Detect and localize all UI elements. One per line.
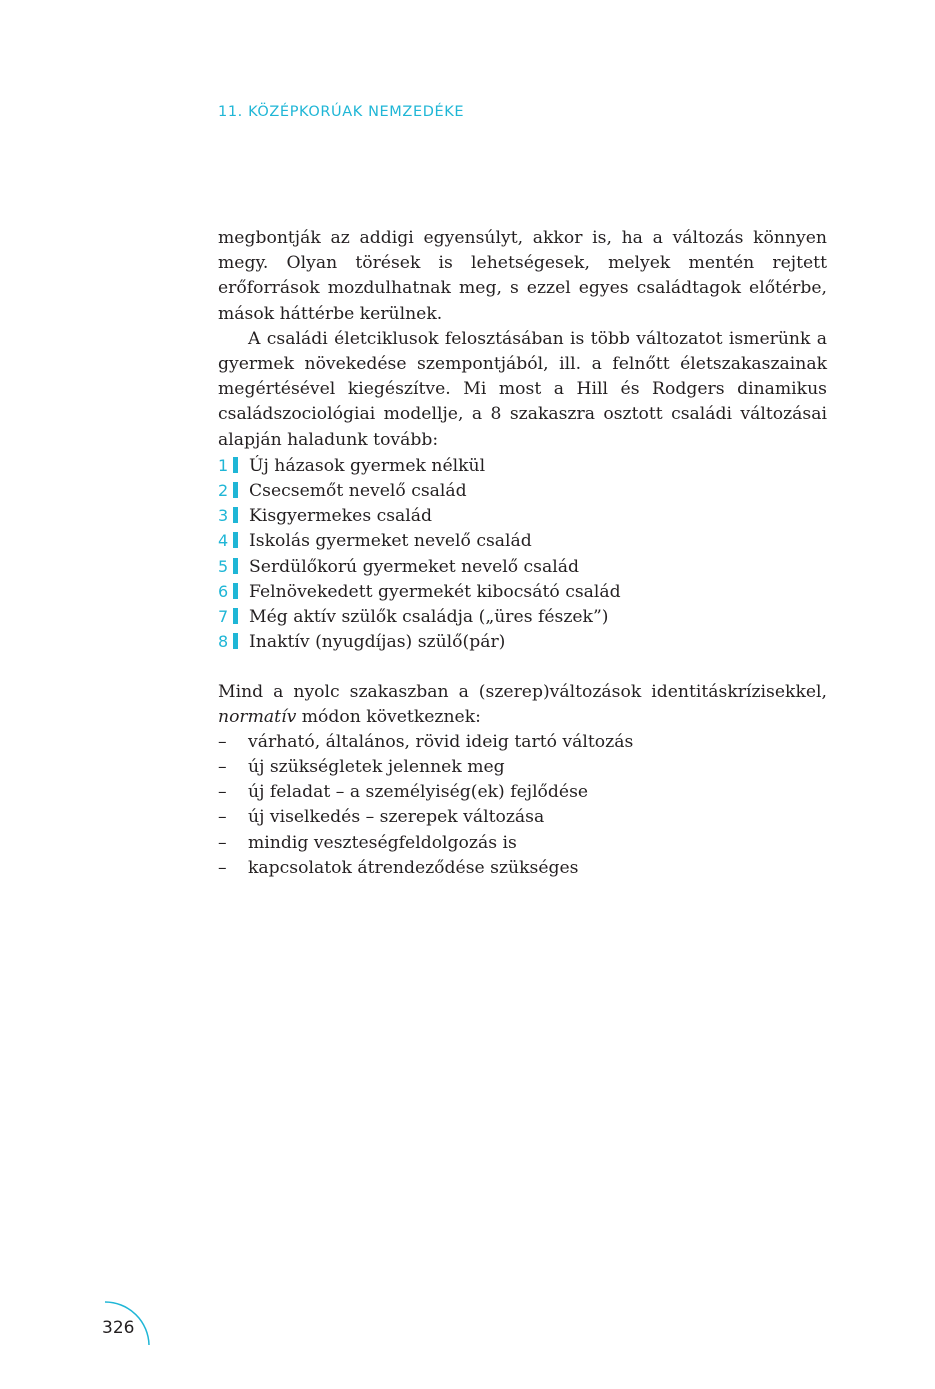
stage-number: 8 xyxy=(218,632,229,652)
stage-number: 1 xyxy=(218,455,229,475)
stage-label: Új házasok gyermek nélkül xyxy=(249,455,486,476)
stage-number: 7 xyxy=(218,606,229,626)
change-characteristics-list xyxy=(218,730,827,881)
dash-bullet: – xyxy=(218,757,227,778)
dash-bullet: – xyxy=(218,782,227,803)
stage-number: 4 xyxy=(218,531,229,551)
paragraph-1: megbontják az addigi egyensúlyt, akkor is, ha a változás könnyen megy. Olyan törések is lehetségesek, melyek mentén rejtett erőforrások mozdulhatnak meg, s ezzel egyes családtagok előtérbe, mások háttérbe kerülnek. xyxy=(218,228,827,324)
stage-label: Iskolás gyermeket nevelő család xyxy=(249,531,532,552)
stage-label: Még aktív szülők családja („üres fészek”) xyxy=(249,606,609,627)
paragraph-3-end: módon következnek: xyxy=(296,706,481,727)
stage-item xyxy=(218,453,827,478)
stage-marker-bar xyxy=(233,583,238,599)
stage-item xyxy=(218,478,827,503)
list-item-text: új feladat – a személyiség(ek) fejlődése xyxy=(248,782,589,803)
paragraph-3 xyxy=(218,680,827,730)
dash-bullet: – xyxy=(218,857,227,878)
paragraph-gap xyxy=(218,654,827,679)
list-item xyxy=(218,856,827,881)
paragraph-3-start: Mind a nyolc szakaszban a (szerep)változások identitáskrízisekkel, xyxy=(218,681,827,702)
stage-marker-bar xyxy=(233,532,238,548)
stage-label: Serdülőkorú gyermeket nevelő család xyxy=(249,556,579,577)
stage-marker-bar xyxy=(233,633,238,649)
dash-bullet: – xyxy=(218,731,227,752)
list-item-text: új viselkedés – szerepek változása xyxy=(248,807,545,828)
paragraph-3-emphasis: normatív xyxy=(218,706,297,727)
running-head: 11. KÖZÉPKORÚAK NEMZEDÉKE xyxy=(218,104,465,120)
list-item xyxy=(218,755,827,780)
stage-number: 6 xyxy=(218,581,229,601)
list-item xyxy=(218,730,827,755)
paragraph-2: A családi életciklusok felosztásában is több változatot ismerünk a gyermek növekedése szempontjából, ill. a felnőtt életszakaszainak megértésével kiegészítve. Mi most a Hill és Rodgers dinamikus családszociológiai modellje, a 8 szakaszra osztott családi változásai alapján haladunk tovább: xyxy=(218,328,827,450)
list-item xyxy=(218,805,827,830)
stage-item xyxy=(218,579,827,604)
stage-marker-bar xyxy=(233,482,238,498)
dash-bullet: – xyxy=(218,807,227,828)
list-item-text: új szükségletek jelennek meg xyxy=(248,757,505,778)
stage-marker-bar xyxy=(233,558,238,574)
list-item-text: mindig veszteségfeldolgozás is xyxy=(248,832,517,853)
list-item-text: kapcsolatok átrendeződése szükséges xyxy=(248,857,579,878)
stage-marker-bar xyxy=(233,608,238,624)
stage-label: Kisgyermekes család xyxy=(249,506,433,527)
stage-number: 2 xyxy=(218,481,229,501)
family-stage-list xyxy=(218,453,827,655)
list-item-text: várható, általános, rövid ideig tartó változás xyxy=(248,731,634,752)
stage-label: Csecsemőt nevelő család xyxy=(249,481,467,502)
main-text xyxy=(218,226,827,881)
stage-item xyxy=(218,503,827,528)
stage-label: Felnövekedett gyermekét kibocsátó család xyxy=(249,581,621,602)
list-item xyxy=(218,831,827,856)
stage-number: 3 xyxy=(218,506,229,526)
page-number: 326 xyxy=(102,1318,135,1338)
stage-item xyxy=(218,604,827,629)
stage-marker-bar xyxy=(233,507,238,523)
stage-label: Inaktív (nyugdíjas) szülő(pár) xyxy=(249,632,506,653)
dash-bullet: – xyxy=(218,832,227,853)
list-item xyxy=(218,780,827,805)
stage-item xyxy=(218,629,827,654)
stage-number: 5 xyxy=(218,556,229,576)
stage-item xyxy=(218,528,827,553)
stage-item xyxy=(218,554,827,579)
stage-marker-bar xyxy=(233,457,238,473)
